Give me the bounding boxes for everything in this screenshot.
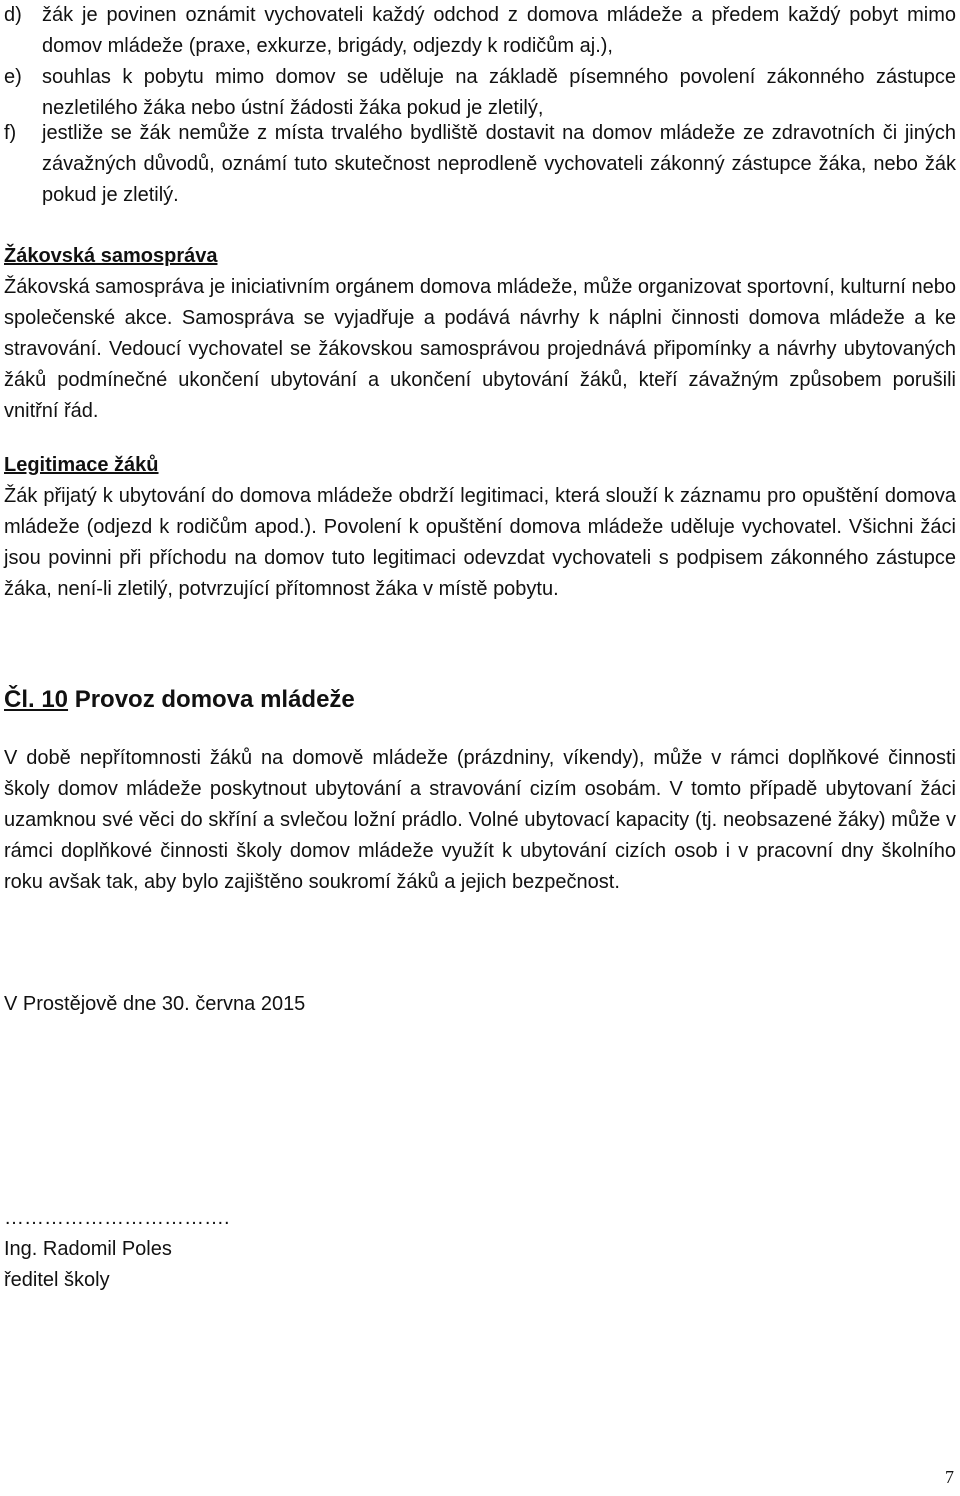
section-body: Žák přijatý k ubytování do domova mládeže obdrží legitimaci, která slouží k záznamu pro opuštění domova mládeže (odjezd k rodičům apod.). Povolení k opuštění domova mládeže uděluje vychovatel. Všichni žáci jsou povinni při příchodu na domov tuto legitimaci odevzdat vychovateli s podpisem zákonného zástupce žáka, není-li zletilý, potvrzující přítomnost žáka v místě pobytu. (4, 485, 956, 600)
page-number: 7 (945, 1467, 954, 1487)
signatory-name: Ing. Radomil Poles (4, 1238, 172, 1260)
list-marker: e) (4, 66, 22, 88)
list-item (4, 0, 956, 62)
chapter-body: V době nepřítomnosti žáků na domově mládeže (prázdniny, víkendy), může v rámci doplňkové činnosti školy domov mládeže poskytnout ubytování a stravování cizím osobám. V tomto případě ubytovaní žáci uzamknou své věci do skříní a svlečou ložní prádlo. Volné ubytovací kapacity (tj. neobsazené žáky) může v rámci doplňkové činnosti školy domov mládeže využít k ubytování cizích osob i v pracovní dny školního roku avšak tak, aby bylo zajištěno soukromí žáků a jejich bezpečnost. (4, 747, 956, 893)
section-heading: Legitimace žáků (4, 454, 159, 476)
list-item (4, 118, 956, 211)
signatory-title: ředitel školy (4, 1269, 110, 1291)
signature-line: ……………………………. (4, 1207, 230, 1229)
list-marker: d) (4, 4, 22, 26)
chapter-number: Čl. 10 (4, 686, 69, 713)
list-marker: f) (4, 122, 17, 144)
list-item (4, 62, 956, 124)
list-item-text: souhlas k pobytu mimo domov se uděluje na základě písemného povolení zákonného zástupce nezletilého žáka nebo ústní žádosti žáka pokud je zletilý, (42, 66, 956, 119)
student-government-section (4, 241, 956, 427)
student-id-section (4, 450, 956, 605)
list-item-text: žák je povinen oznámit vychovateli každý odchod z domova mládeže a předem každý pobyt mimo domov mládeže (praxe, exkurze, brigády, odjezdy k rodičům aj.), (42, 4, 956, 57)
chapter-title: Provoz domova mládeže (74, 686, 355, 713)
signature-block (4, 1203, 230, 1296)
section-heading: Žákovská samospráva (4, 245, 218, 267)
section-body: Žákovská samospráva je iniciativním orgánem domova mládeže, může organizovat sportovní, kulturní nebo společenské akce. Samospráva se vyjadřuje a podává návrhy k náplni činnosti domova mládeže a ke stravování. Vedoucí vychovatel se žákovskou samosprávou projednává připomínky a návrhy ubytovaných žáků podmínečné ukončení ubytování a ukončení ubytování žáků, kteří závažným způsobem porušili vnitřní řád. (4, 276, 956, 422)
list-item-text: jestliže se žák nemůže z místa trvalého bydliště dostavit na domov mládeže ze zdravotních či jiných závažných důvodů, oznámí tuto skutečnost neprodleně vychovateli zákonný zástupce žáka, nebo žák pokud je zletilý. (42, 122, 956, 206)
chapter-heading (4, 683, 355, 717)
place-date: V Prostějově dne 30. června 2015 (4, 993, 306, 1015)
